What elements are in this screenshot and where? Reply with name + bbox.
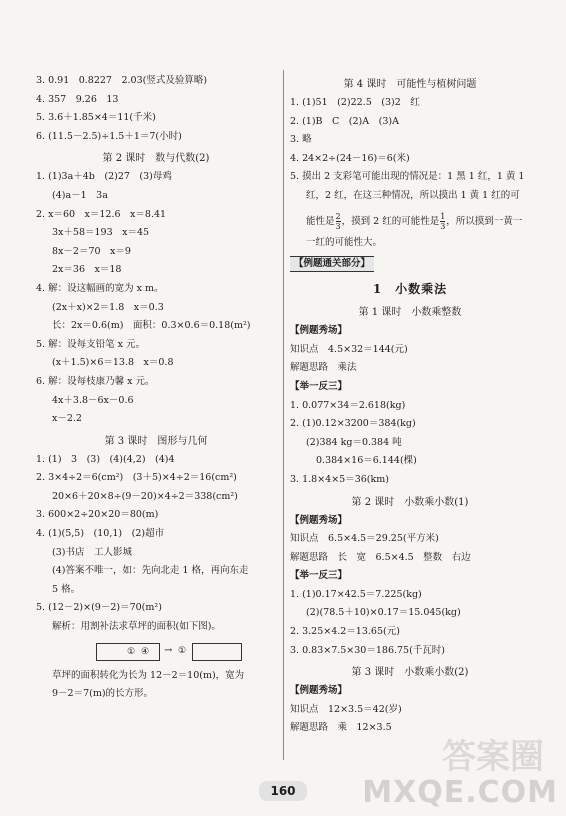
analysis-line: 草坪的面积转化为长为 12－2＝10(m)，宽为 xyxy=(52,669,245,681)
lesson-title: 第 1 课时 小数乘整数 xyxy=(358,307,462,319)
lesson-title: 第 4 课时 可能性与植树问题 xyxy=(343,79,477,90)
area-diagram xyxy=(96,641,276,665)
fraction-one-third xyxy=(440,212,445,231)
answer-line: 3. 600×2÷20×20＝80(m) xyxy=(36,509,159,521)
lesson-title: 第 2 课时 数与代数(2) xyxy=(102,153,210,165)
lesson-title: 第 3 课时 图形与几何 xyxy=(104,435,208,447)
answer-line: 6. (11.5－2.5)÷1.5＋1＝7(小时) xyxy=(36,130,182,142)
watermark-text: MXQE.COM xyxy=(362,775,558,810)
answer-line: 3. 1.8×4×5＝36(km) xyxy=(290,473,389,485)
answer-line: 长：2x＝0.6(m) 面积：0.3×0.6＝0.18(m²) xyxy=(52,320,251,332)
answer-line: 1. (1)0.17×42.5＝7.225(kg) xyxy=(290,588,422,600)
answer-line: 解题思路 乘法 xyxy=(290,362,357,374)
answer-line: 6. 解：设每枝康乃馨 x 元。 xyxy=(36,375,155,387)
subsection-heading: 【例题秀场】 xyxy=(290,514,348,526)
numerator: 2 xyxy=(335,211,341,221)
answer-line: 20×6＋20×8÷(9－20)×4÷2＝338(cm²) xyxy=(52,490,238,502)
answer-line: 3. 0.83×7.5×30＝186.75(千瓦时) xyxy=(290,644,446,656)
answer-line: (2)384 kg＝0.384 吨 xyxy=(306,436,402,448)
column-divider xyxy=(283,70,284,760)
answer-line: (4)a－1 3a xyxy=(52,189,108,201)
answer-line: 8x－2＝70 x＝9 xyxy=(52,245,131,257)
page-number: 160 xyxy=(259,781,307,801)
answer-line: (x＋1.5)×6＝13.8 x＝0.8 xyxy=(52,357,174,369)
answer-line: 知识点 6.5×4.5＝29.25(平方米) xyxy=(290,533,439,545)
left-column xyxy=(36,74,276,706)
answer-line: 4. (1)(5,5) (10,1) (2)超市 xyxy=(36,528,165,540)
answer-line: 4. 解：设这幅画的宽为 x m。 xyxy=(36,282,164,294)
answer-line: 1. 0.077×34＝2.618(kg) xyxy=(290,399,406,411)
arrow-icon: → xyxy=(164,644,173,656)
answer-line: (2)(78.5＋10)×0.17＝15.045(kg) xyxy=(306,607,461,619)
answer-line: 2. (1)B C (2)A (3)A xyxy=(290,115,399,127)
answer-line: 解题思路 长 宽 6.5×4.5 整数 右边 xyxy=(290,551,471,563)
answer-line: 2. 3.25×4.2＝13.65(元) xyxy=(290,626,400,638)
text-segment: ，所以摸到一黄一 xyxy=(446,215,523,227)
answer-line: 4. 24×2÷(24－16)＝6(米) xyxy=(290,152,410,164)
answer-line: 3. 0.91 0.8227 2.03(竖式及验算略) xyxy=(36,75,208,86)
diagram-shape-result xyxy=(192,643,242,661)
answer-line: (3)书店 工人影城 xyxy=(52,546,132,558)
answer-line: 2. (1)0.12×3200＝384(kg) xyxy=(290,418,416,430)
answer-line: 5 格。 xyxy=(52,583,81,595)
answer-line: 1. (1) 3 (3) (4)(4,2) (4)4 xyxy=(36,453,175,465)
answer-line: 0.384×16＝6.144(棵) xyxy=(316,455,417,467)
answer-line: 知识点 4.5×32＝144(元) xyxy=(290,343,408,355)
watermark-logo: 答案圈 xyxy=(442,737,544,777)
lesson-title: 第 3 课时 小数乘小数(2) xyxy=(351,667,469,679)
section-banner: 【例题通关部分】 xyxy=(290,256,374,272)
right-column xyxy=(290,74,530,740)
answer-line: 1. (1)3a＋4b (2)27 (3)母鸡 xyxy=(36,171,172,183)
answer-line: (4)答案不唯一，如：先向北走 1 格，再向东走 xyxy=(52,565,249,577)
diagram-label: ④ xyxy=(141,646,150,657)
analysis-line: 解析：用割补法求草坪的面积(如下图)。 xyxy=(52,621,221,633)
denominator: 3 xyxy=(335,221,341,231)
diagram-label: ① xyxy=(178,645,187,656)
unit-heading: 1 小数乘法 xyxy=(372,282,448,297)
numerator: 1 xyxy=(440,211,446,221)
answer-line: 1. (1)51 (2)22.5 (3)2 红 xyxy=(290,97,420,108)
answer-line: 5. 3.6＋1.85×4＝11(千米) xyxy=(36,112,156,124)
subsection-heading: 【举一反三】 xyxy=(290,570,348,582)
answer-line: 5. (12－2)×(9－2)＝70(m²) xyxy=(36,602,162,614)
diagram-label: ① xyxy=(127,646,136,657)
answer-line: 4. 357 9.26 13 xyxy=(36,93,119,105)
answer-line: 2x＝36 x＝18 xyxy=(52,264,122,276)
text-segment: 能性是 xyxy=(306,215,335,227)
answer-line: (2x＋x)×2＝1.8 x＝0.3 xyxy=(52,301,164,313)
answer-line: 知识点 12×3.5＝42(岁) xyxy=(290,703,402,715)
answer-line: 5. 解：设每支铅笔 x 元。 xyxy=(36,338,145,350)
answer-line-fraction xyxy=(290,208,530,236)
answer-line: 红，2 红，在这三种情况，所以摸出 1 黄 1 红的可 xyxy=(306,189,520,201)
answer-line: 一红的可能性大。 xyxy=(306,236,383,248)
answer-line: 5. 摸出 2 支彩笔可能出现的情况是：1 黑 1 红，1 黄 1 xyxy=(290,171,525,183)
answer-line: 解题思路 乘 12×3.5 xyxy=(290,722,392,734)
answer-line: 2. 3×4÷2＝6(cm²) (3＋5)×4÷2＝16(cm²) xyxy=(36,472,237,484)
answer-line: 4x＋3.8－6x－0.6 xyxy=(52,394,134,406)
fraction-two-thirds xyxy=(336,212,341,231)
subsection-heading: 【例题秀场】 xyxy=(290,325,348,337)
answer-line: 3. 略 xyxy=(290,134,312,146)
denominator: 3 xyxy=(440,221,446,231)
answer-line: 3x＋58＝193 x＝45 xyxy=(52,227,150,239)
answer-line: x－2.2 xyxy=(52,413,82,425)
diagram-shape-original xyxy=(96,643,160,661)
subsection-heading: 【例题秀场】 xyxy=(290,685,348,697)
analysis-line: 9－2＝7(m)的长方形。 xyxy=(52,688,154,700)
answer-line: 2. x＝60 x＝12.6 x＝8.41 xyxy=(36,208,167,220)
lesson-title: 第 2 课时 小数乘小数(1) xyxy=(351,496,469,508)
subsection-heading: 【举一反三】 xyxy=(290,380,348,392)
text-segment: ，摸到 2 红的可能性是 xyxy=(341,215,440,227)
